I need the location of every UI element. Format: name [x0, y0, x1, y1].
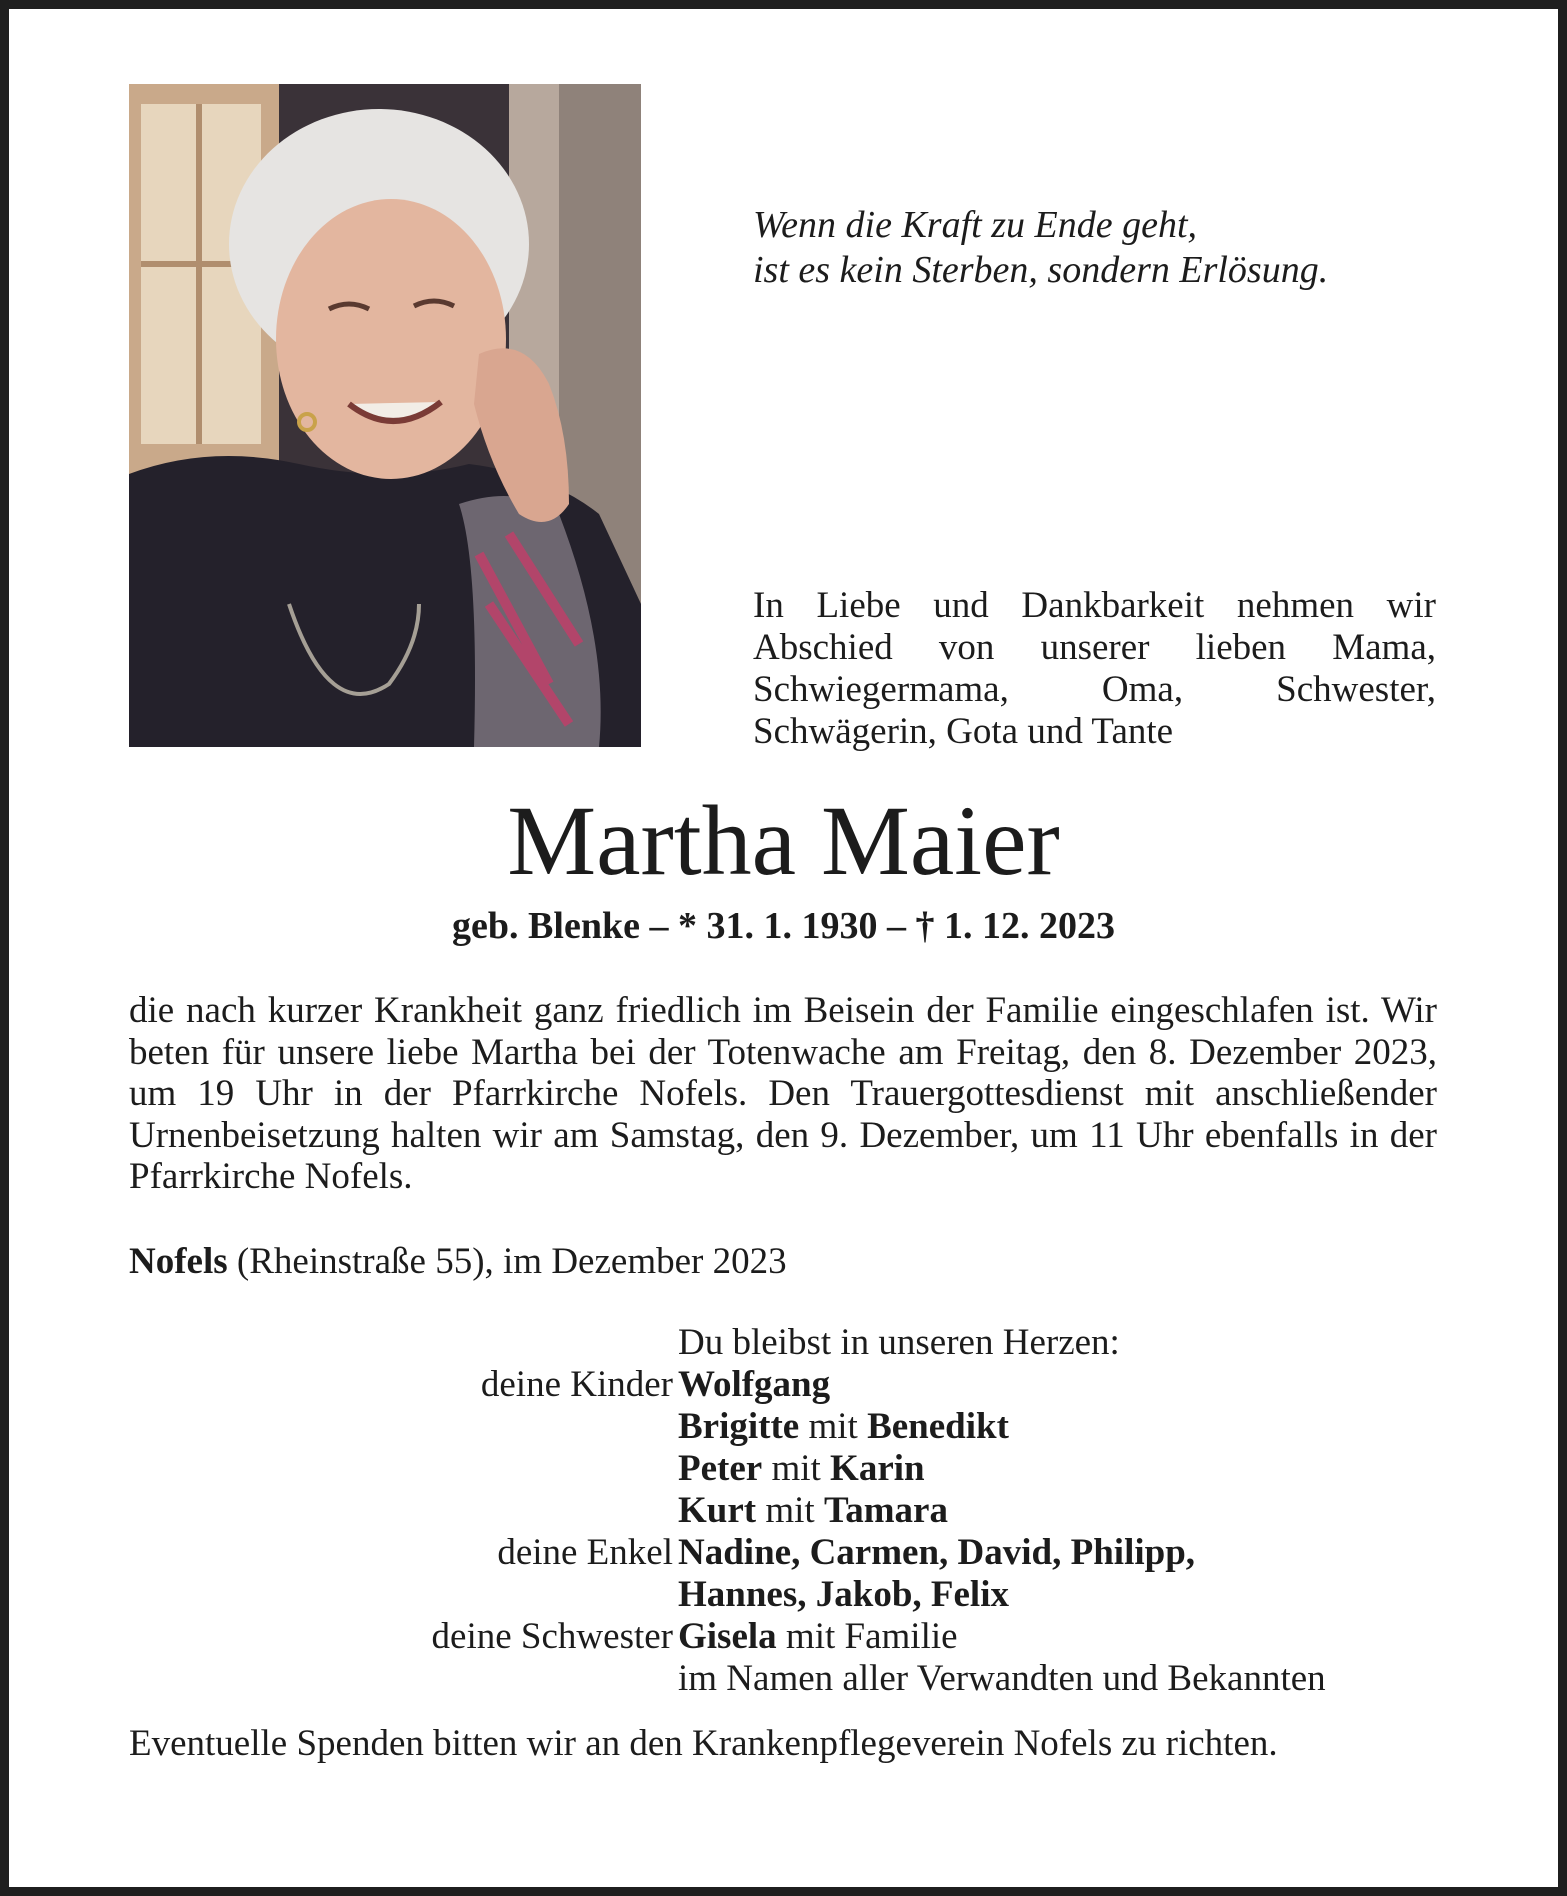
closing-line: im Namen aller Verwandten und Bekannten [678, 1658, 1326, 1699]
announcement-body: die nach kurzer Krankheit ganz friedlich im Beisein der Familie eingeschlafen ist. Wir beten für unsere liebe Martha bei der Totenwache am Freitag, den 8. Dezember 2023, um 19 Uhr in der Pfarrkirche Nofels. Den Trauergottesdienst mit anschließender Urnenbeisetzung halten wir am Samstag, den 9. Dezember, um 11 Uhr ebenfalls in der Pfarrkirche Nofels. [129, 990, 1437, 1197]
sister-label: deine Schwester [431, 1616, 673, 1657]
portrait-photo [129, 84, 641, 747]
motto-line-2: ist es kein Sterben, sondern Erlösung. [753, 249, 1329, 291]
child-1: Wolfgang [678, 1364, 831, 1405]
child-2: Brigitte mit Benedikt [678, 1406, 1009, 1447]
place-rest: (Rheinstraße 55), im Dezember 2023 [227, 1241, 787, 1282]
sister-entry: Gisela mit Familie [678, 1616, 958, 1657]
intro-text: In Liebe und Dankbarkeit nehmen wir Abschied von unserer lieben Mama, Schwiegermama, Oma, Schwester, Schwägerin, Gota und Tante [753, 585, 1436, 752]
place-town: Nofels [129, 1241, 228, 1282]
mourners-heading: Du bleibst in unseren Herzen: [678, 1322, 1120, 1363]
place-and-date [129, 1240, 1129, 1284]
grandchildren-label: deine Enkel [497, 1532, 673, 1573]
child-4: Kurt mit Tamara [678, 1490, 948, 1531]
mourners-list [0, 1322, 1567, 1700]
portrait-image [129, 84, 641, 747]
birth-death-dates: geb. Blenke – * 31. 1. 1930 – † 1. 12. 2023 [452, 905, 1115, 947]
donation-note: Eventuelle Spenden bitten wir an den Krankenpflegeverein Nofels zu richten. [129, 1723, 1278, 1764]
motto-line-1: Wenn die Kraft zu Ende geht, [753, 204, 1197, 246]
motto-quote [753, 203, 1453, 293]
child-3: Peter mit Karin [678, 1448, 925, 1489]
children-label: deine Kinder [480, 1364, 673, 1405]
deceased-name: Martha Maier [507, 785, 1060, 896]
grandchildren-line-2: Hannes, Jakob, Felix [678, 1574, 1009, 1615]
grandchildren-line-1: Nadine, Carmen, David, Philipp, [678, 1532, 1196, 1573]
